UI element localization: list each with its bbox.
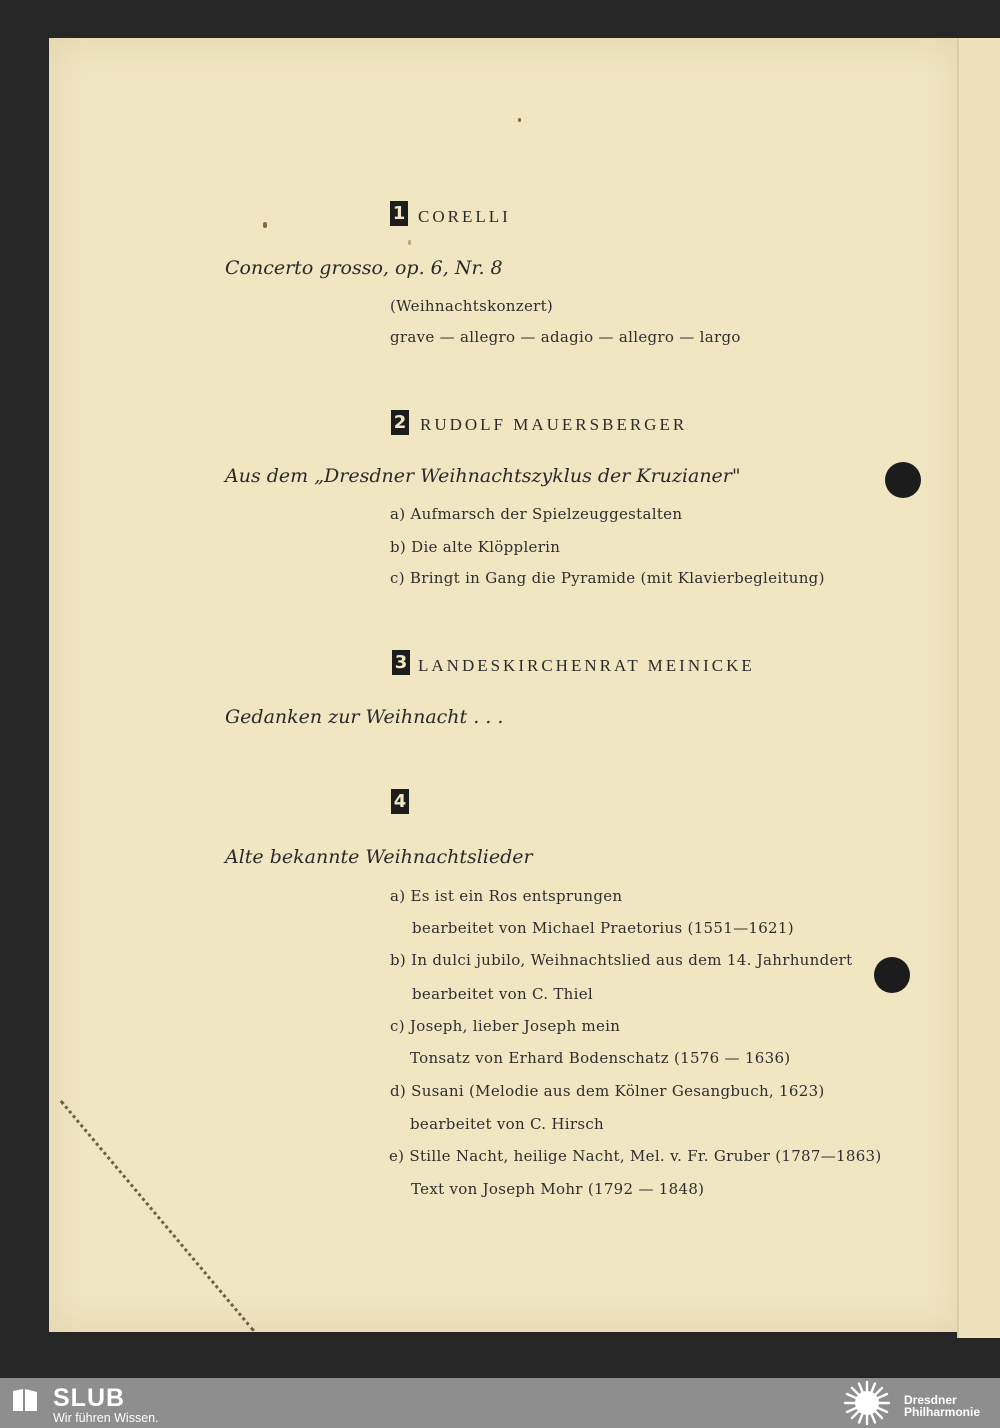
list-item-detail: Tonsatz von Erhard Bodenschatz (1576 — 1636): [410, 1049, 791, 1067]
composer-name: RUDOLF MAUERSBERGER: [420, 415, 688, 434]
list-item: b) In dulci jubilo, Weihnachtslied aus dem 14. Jahrhundert: [390, 951, 853, 969]
list-item: a) Aufmarsch der Spielzeuggestalten: [390, 505, 683, 523]
composer-name: CORELLI: [418, 207, 511, 226]
paper-speck: [263, 222, 267, 228]
list-item: c) Joseph, lieber Joseph mein: [390, 1017, 621, 1035]
list-item: c) Bringt in Gang die Pyramide (mit Klavierbegleitung): [390, 569, 825, 587]
paper-speck: [408, 240, 411, 245]
paper-speck: [518, 118, 521, 122]
list-item-detail: bearbeitet von C. Hirsch: [410, 1115, 604, 1133]
footer-bar: [0, 1378, 1000, 1428]
adjacent-page-edge: [957, 38, 1000, 1338]
work-subtitle: (Weihnachtskonzert): [390, 297, 554, 315]
list-item-detail: bearbeitet von Michael Praetorius (1551—1621): [412, 919, 794, 937]
work-title: Concerto grosso, op. 6, Nr. 8: [225, 257, 503, 279]
partner-name-line-1: Dresdner: [904, 1393, 957, 1407]
partner-name-line-2: Philharmonie: [904, 1405, 981, 1419]
sunburst-logo-icon: [841, 1381, 893, 1425]
list-item: a) Es ist ein Ros entsprungen: [390, 887, 623, 905]
list-item-detail: bearbeitet von C. Thiel: [412, 985, 594, 1003]
work-title: Alte bekannte Weihnachtslieder: [225, 846, 533, 868]
work-title: Gedanken zur Weihnacht . . .: [225, 706, 504, 728]
program-number-4: 4: [391, 789, 409, 814]
program-number-2: 2: [391, 410, 409, 435]
work-title: Aus dem „Dresdner Weihnachtszyklus der Kruzianer": [225, 465, 741, 487]
list-item: e) Stille Nacht, heilige Nacht, Mel. v. Fr. Gruber (1787—1863): [389, 1147, 882, 1165]
movements: grave — allegro — adagio — allegro — largo: [390, 328, 741, 346]
partner-name: [904, 1394, 980, 1418]
punch-hole: [885, 462, 921, 498]
composer-name: LANDESKIRCHENRAT MEINICKE: [418, 656, 755, 675]
book-icon: [12, 1387, 38, 1413]
program-number-3: 3: [392, 650, 410, 675]
list-item-detail: Text von Joseph Mohr (1792 — 1848): [411, 1180, 705, 1198]
program-page: [49, 38, 961, 1332]
list-item: b) Die alte Klöpplerin: [390, 538, 561, 556]
punch-hole: [874, 957, 910, 993]
slub-tagline: Wir führen Wissen.: [53, 1411, 159, 1425]
slub-wordmark: SLUB: [53, 1384, 126, 1412]
program-number-1: 1: [390, 201, 408, 226]
list-item: d) Susani (Melodie aus dem Kölner Gesangbuch, 1623): [390, 1082, 825, 1100]
